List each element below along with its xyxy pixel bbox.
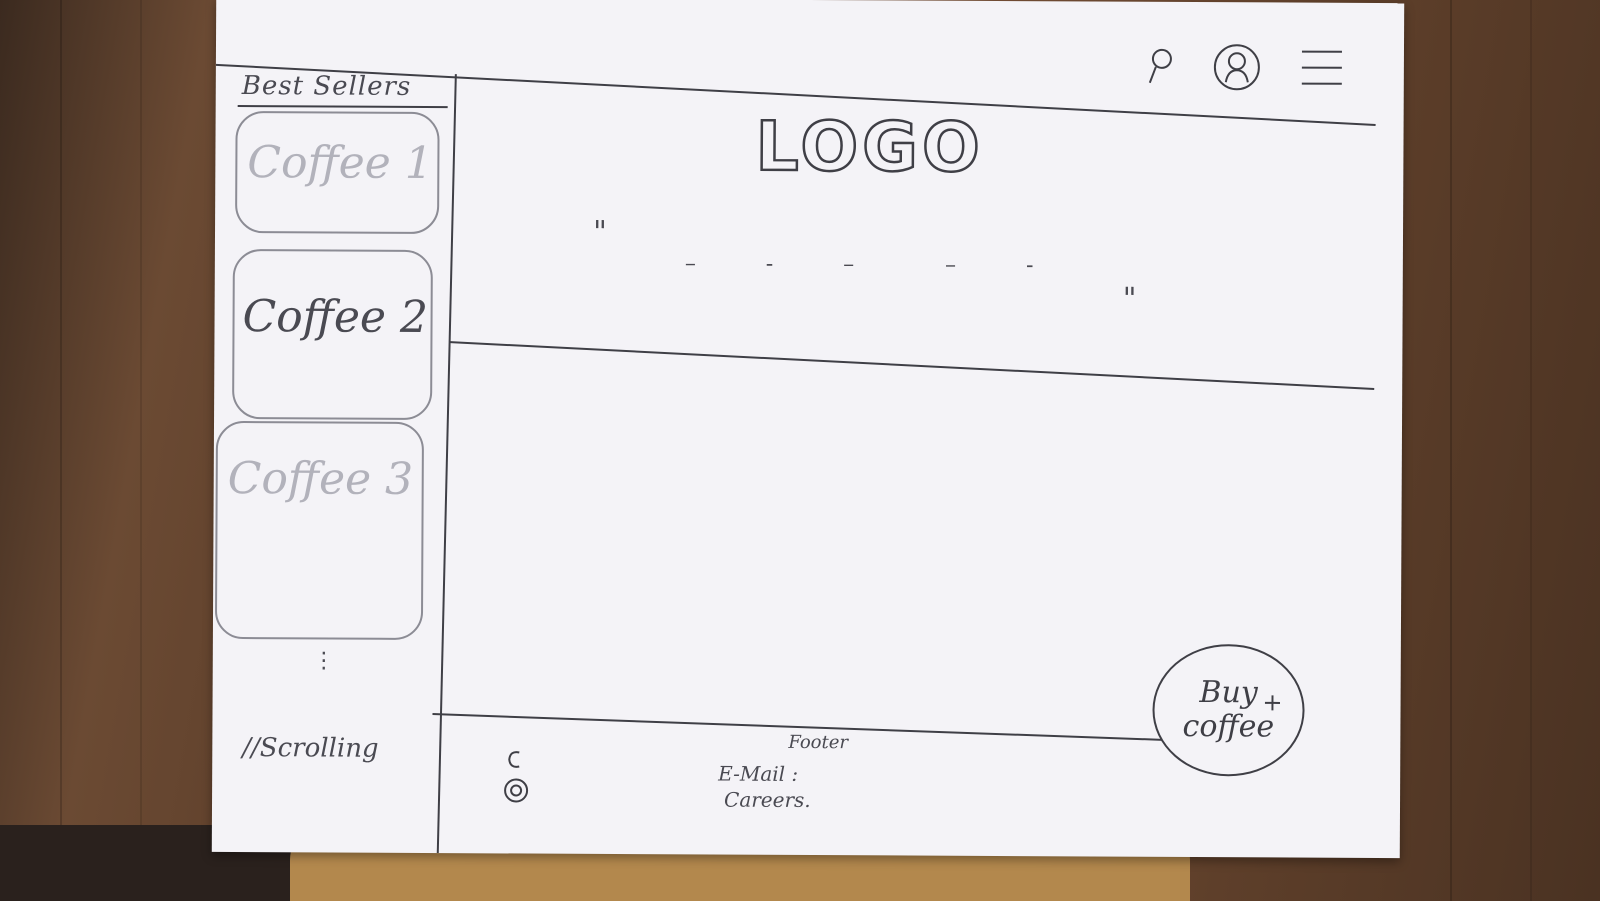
sidebar-title: Best Sellers — [241, 71, 412, 102]
footer-email[interactable]: E-Mail : — [718, 761, 799, 786]
buy-coffee-line2: coffee — [1182, 708, 1275, 745]
social-icon-2[interactable] — [502, 776, 532, 806]
wireframe-paper — [212, 0, 1404, 858]
user-icon — [1212, 42, 1262, 92]
buy-coffee-line1: Buy — [1199, 675, 1258, 711]
buy-coffee-button[interactable] — [1152, 644, 1305, 777]
search-icon — [1144, 47, 1174, 87]
menu-button[interactable] — [1300, 46, 1344, 90]
sidebar-title-underline — [238, 105, 448, 108]
logo[interactable]: LOGO — [755, 107, 985, 188]
tagline-open-quote: " — [592, 214, 607, 250]
header-icons — [1144, 42, 1344, 93]
tagline-close-quote: " — [1122, 281, 1137, 317]
best-sellers-sidebar[interactable] — [212, 67, 456, 853]
more-items-indicator: ⋮ — [312, 648, 335, 674]
hamburger-menu-icon — [1300, 46, 1344, 90]
plus-icon: + — [1262, 688, 1283, 717]
search-button[interactable] — [1144, 47, 1174, 87]
user-profile-button[interactable] — [1212, 42, 1262, 92]
footer-careers-link[interactable]: Careers. — [723, 787, 811, 813]
best-seller-card-2[interactable] — [232, 249, 433, 420]
social-icon-1[interactable] — [504, 748, 526, 772]
best-seller-card-3[interactable] — [215, 421, 424, 640]
footer-title: Footer — [788, 731, 849, 754]
best-seller-card-label: Coffee 2 — [242, 291, 429, 344]
best-seller-card-label: Coffee 3 — [227, 452, 414, 505]
best-seller-card-label: Coffee 1 — [247, 137, 433, 190]
tagline-placeholder: – - – – - — [684, 251, 1034, 279]
scrolling-note: //Scrolling — [242, 733, 379, 764]
best-seller-card-1[interactable] — [235, 111, 440, 234]
